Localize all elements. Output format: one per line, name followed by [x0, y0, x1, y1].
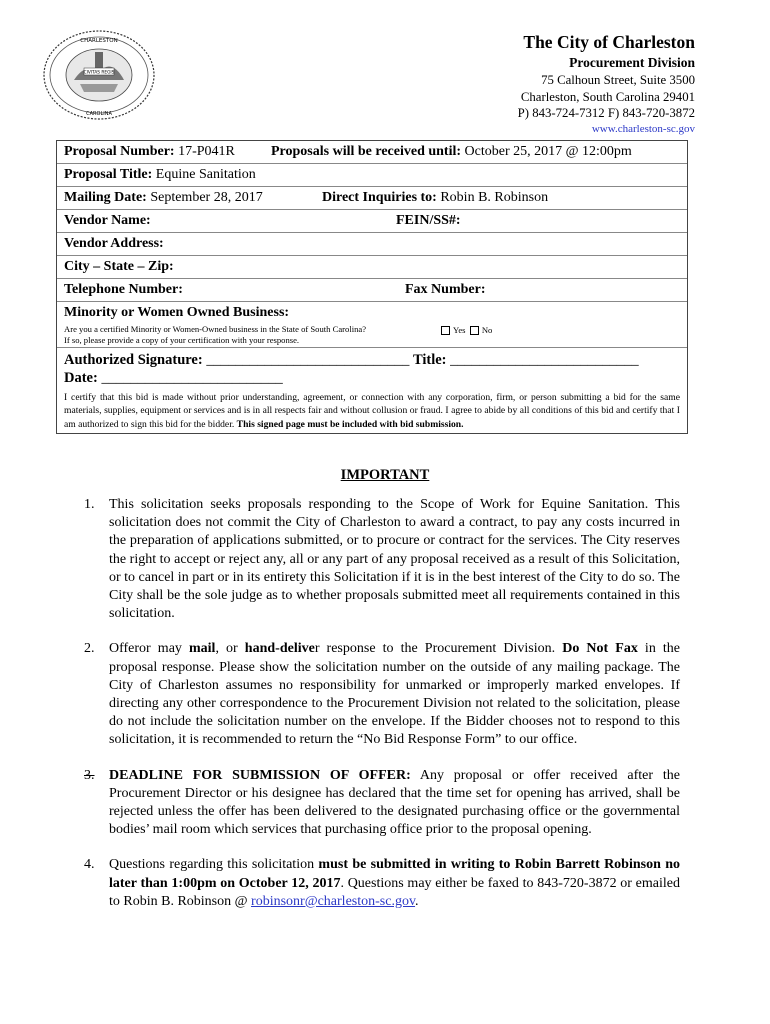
- list-item: [84, 856, 680, 911]
- deadline-label: Proposals will be received until:: [271, 144, 462, 159]
- address-line-2: Charleston, South Carolina 29401: [520, 89, 695, 104]
- division-title: Procurement Division: [569, 55, 695, 70]
- vendor-name-label: Vendor Name:: [64, 213, 151, 228]
- list-item: [84, 767, 680, 840]
- minority-question: Are you a certified Minority or Women-Owned business in the State of South Carolina?: [64, 324, 367, 334]
- date-line[interactable]: _________________________: [101, 370, 283, 386]
- mailing-date-label: Mailing Date:: [64, 190, 147, 205]
- row-signature: [57, 348, 687, 433]
- deadline-heading: DEADLINE FOR SUBMISSION OF OFFER:: [109, 767, 411, 783]
- yes-checkbox[interactable]: [441, 326, 450, 335]
- vendor-address-label: Vendor Address:: [64, 236, 164, 251]
- list-item: [84, 640, 680, 749]
- address-line-1: 75 Calhoun Street, Suite 3500: [541, 73, 695, 87]
- item-text: . Questions may either be faxed to 843-720-3872 or emailed to Robin B. Robinson @: [109, 875, 680, 909]
- item-bold-hand-deliver: hand-delive: [244, 641, 315, 657]
- item-text: Offeror may: [109, 641, 189, 657]
- item-text: r response to the Procurement Division.: [314, 641, 563, 657]
- item-bold-deadline: must be submitted in writing to Robin Barrett Robinson no later than 1:00pm on October 12, 2017: [109, 857, 680, 891]
- minority-instructions: If so, please provide a copy of your certification with your response.: [64, 335, 300, 345]
- signature-label: Authorized Signature:: [64, 352, 203, 368]
- row-proposal-title: [57, 164, 687, 187]
- fax-label: Fax Number:: [405, 282, 486, 297]
- row-vendor-address[interactable]: [57, 233, 687, 256]
- title-signature-line[interactable]: __________________________: [450, 352, 639, 368]
- seal-text-top: CHARLESTON: [80, 38, 118, 44]
- certify-required-note: This signed page must be included with bid submission.: [236, 418, 464, 430]
- city-state-zip-label: City – State – Zip:: [64, 259, 174, 274]
- list-item: [84, 496, 680, 623]
- mailing-date: September 28, 2017: [150, 190, 263, 205]
- instructions-list: [84, 496, 680, 928]
- letterhead: [518, 31, 695, 136]
- item-text: Any proposal or offer received after the Procurement Director or his designee has declared that the time set for opening has arrived, shall be rejected unless the offer has been delivered to the designated purchasing office or the governmental bodies’ mail room which services that purchasing office prior to the proposal opening.: [109, 767, 680, 838]
- row-proposal-number: [57, 141, 687, 164]
- item-text: , or: [215, 641, 245, 657]
- item-number: 2.: [84, 641, 95, 657]
- signature-line[interactable]: ____________________________: [206, 352, 410, 368]
- row-city-state-zip[interactable]: [57, 256, 687, 279]
- row-telephone[interactable]: [57, 279, 687, 302]
- important-heading: IMPORTANT: [340, 467, 430, 483]
- deadline-value: October 25, 2017 @ 12:00pm: [464, 144, 632, 159]
- item-text: This solicitation seeks proposals responding to the Scope of Work for Equine Sanitation. This solicitation does not commit the City of Charleston to award a contract, to pay any costs incurred in the preparation of applications submitted, or to procure or contract for the services. The City reserves the right to accept or reject any, all or any part of any proposal received as a result of this Solicitation, or to cancel in part or in its entirety this Solicitation if it is in the best interest of the City to do so. The City shall be the sole judge as to whether proposals submitted meet all requirements contained in this solicitation.: [109, 497, 680, 622]
- yes-label: Yes: [453, 325, 466, 335]
- proposal-title-label: Proposal Title:: [64, 167, 153, 182]
- title-signature-label: Title:: [412, 352, 447, 368]
- row-minority-business: [57, 302, 687, 348]
- minority-label: Minority or Women Owned Business:: [64, 305, 290, 320]
- no-label: No: [481, 325, 493, 335]
- proposal-number-label: Proposal Number:: [64, 144, 175, 159]
- item-bold-do-not-fax: Do Not Fax: [562, 641, 638, 657]
- row-vendor-name[interactable]: [57, 210, 687, 233]
- item-bold-mail: mail: [189, 641, 216, 657]
- item-text: .: [415, 893, 419, 909]
- item-number: 1.: [84, 497, 95, 512]
- city-title: The City of Charleston: [523, 32, 695, 52]
- proposal-title: Equine Sanitation: [155, 167, 256, 182]
- date-label: Date:: [64, 370, 98, 386]
- item-text: Questions regarding this solicitation: [109, 857, 319, 873]
- email-link[interactable]: robinsonr@charleston-sc.gov: [251, 893, 416, 909]
- certification-text: [64, 387, 680, 433]
- proposal-form: [56, 140, 688, 434]
- row-mailing-date: [57, 187, 687, 210]
- inquiries-contact: Robin B. Robinson: [440, 190, 549, 205]
- seal-text-mid: CIVITAS REGIS: [83, 70, 115, 76]
- item-number: 4.: [84, 857, 95, 873]
- proposal-number: 17-P041R: [178, 144, 235, 159]
- certify-statement: I certify that this bid is made without prior understanding, agreement, or connection with any corporation, firm, or person submitting a bid for the same materials, supplies, equipment or services and is in all respects fair and without collusion or fraud. I agree to abide by all conditions of this bid and certify that I am authorized to sign this bid for the bidder.: [64, 392, 680, 430]
- seal-text-low: CAROLINA: [86, 111, 112, 117]
- fein-label: FEIN/SS#:: [396, 213, 461, 228]
- city-seal-logo: [40, 28, 158, 122]
- item-number: 3.: [84, 767, 95, 783]
- website-link[interactable]: www.charleston-sc.gov: [591, 122, 695, 135]
- inquiries-label: Direct Inquiries to:: [322, 190, 437, 205]
- telephone-label: Telephone Number:: [64, 282, 183, 297]
- item-text: in the proposal response. Please show the solicitation number on the outside of any mailing package. The City of Charleston assumes no responsibility for unmarked or improperly marked envelopes. If directing any other correspondence to the Procurement Division not related to the solicitation, please do not include the solicitation number on the envelope. If the Bidder chooses not to respond to this solicitation, it is recommended to return the “No Bid Response Form” to our office.: [109, 641, 681, 748]
- phone-fax-line: P) 843-724-7312 F) 843-720-3872: [517, 106, 695, 120]
- no-checkbox[interactable]: [470, 326, 479, 335]
